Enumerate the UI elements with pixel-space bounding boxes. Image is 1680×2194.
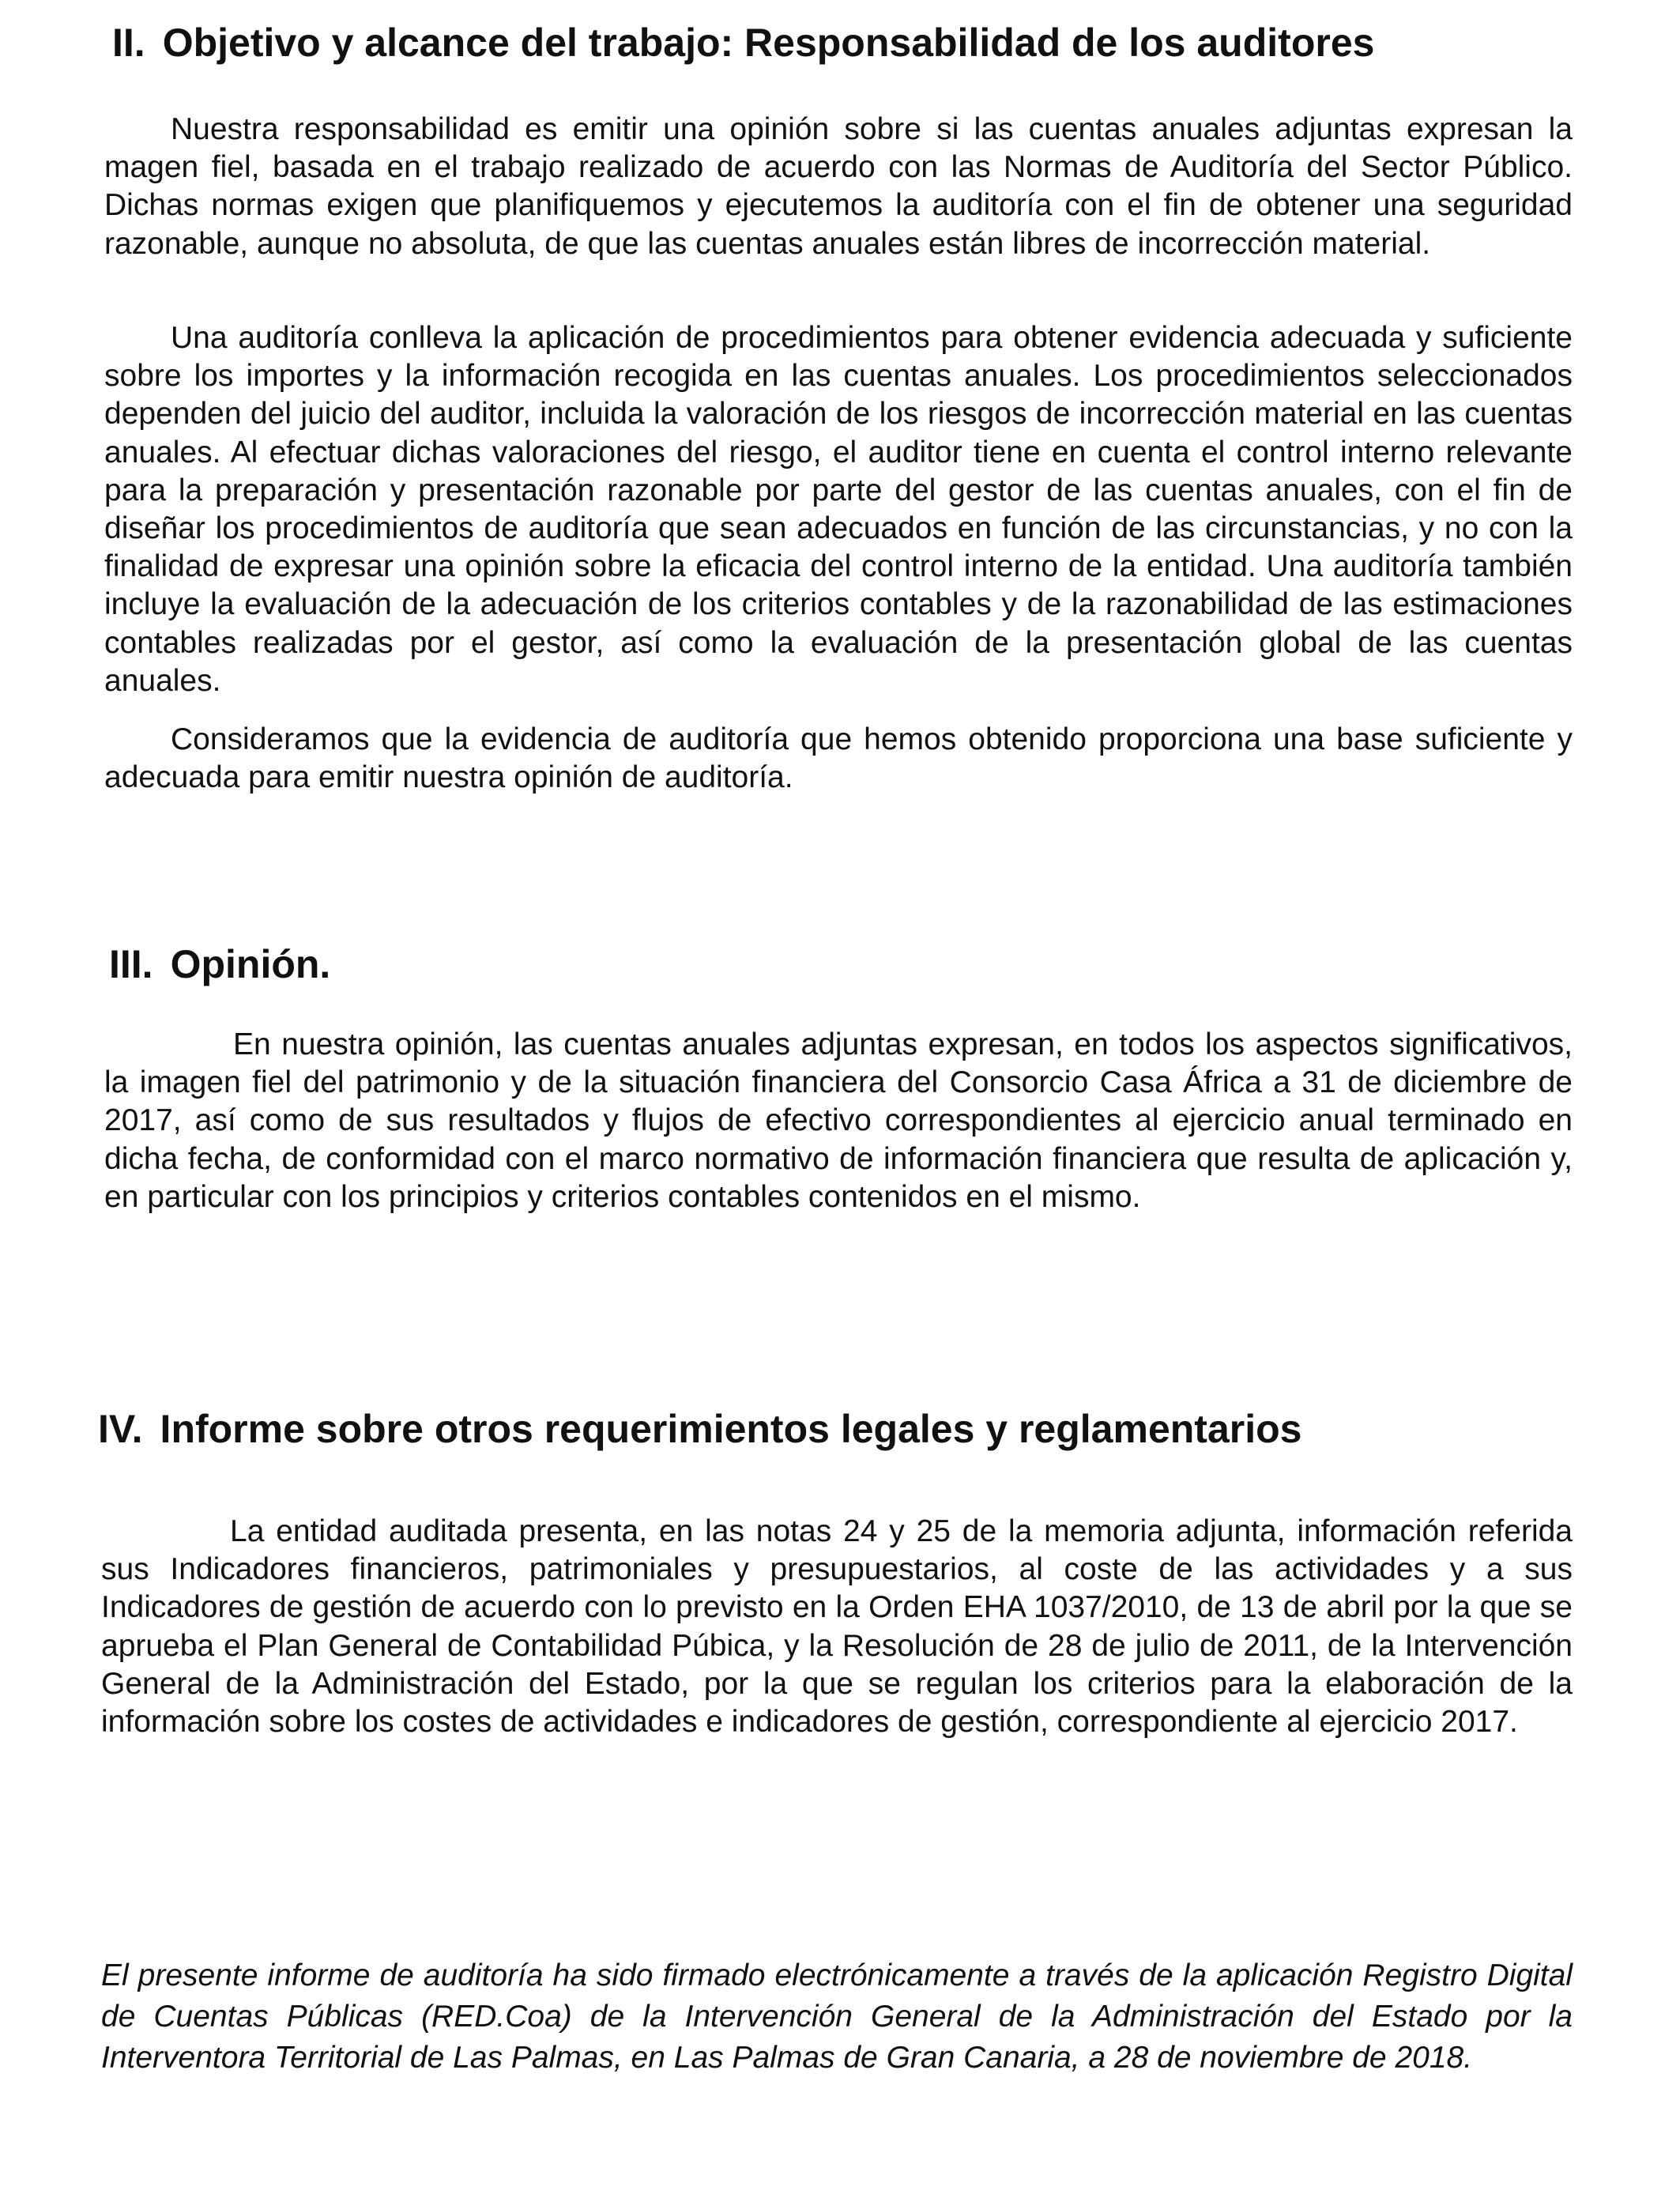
section-title: Informe sobre otros requerimientos legales y reglamentarios <box>160 1407 1302 1451</box>
paragraph-responsibility: Nuestra responsabilidad es emitir una opinión sobre si las cuentas anuales adjuntas expresan la magen fiel, basada en el trabajo realizado de acuerdo con las Normas de Auditoría del Sector Público. Dichas normas exigen que planifiquemos y ejecutemos la auditoría con el fin de obtener una seguridad razonable, aunque no absoluta, de que las cuentas anuales están libres de incorrección material. <box>104 112 1573 261</box>
section-number: IV. <box>98 1407 143 1451</box>
footer-signature-note: El presente informe de auditoría ha sido firmado electrónicamente a través de la aplicación Registro Digital de Cuentas Públicas (RED.Coa) de la Intervención General de la Administración del Estado por la Interventora Territorial de Las Palmas, en Las Palmas de Gran Canaria, a 28 de noviembre de 2018. <box>101 1958 1573 2075</box>
paragraph-audit-procedures: Una auditoría conlleva la aplicación de procedimientos para obtener evidencia adecuada y suficiente sobre los importes y la información recogida en las cuentas anuales. Los procedimientos seleccionados dependen del juicio del auditor, incluida la valoración de los riesgos de incorrección material en las cuentas anuales. Al efectuar dichas valoraciones del riesgo, el auditor tiene en cuenta el control interno relevante para la preparación y presentación razonable por parte del gestor de las cuentas anuales, con el fin de diseñar los procedimientos de auditoría que sean adecuados en función de las circunstancias, y no con la finalidad de expresar una opinión sobre la eficacia del control interno de la entidad. Una auditoría también incluye la evaluación de la adecuación de los criterios contables y de la razonabilidad de las estimaciones contables realizadas por el gestor, así como la evaluación de la presentación global de las cuentas anuales. <box>104 321 1573 698</box>
section-number: III. <box>109 942 153 986</box>
paragraph-opinion: En nuestra opinión, las cuentas anuales adjuntas expresan, en todos los aspectos significativos, la imagen fiel del patrimonio y de la situación financiera del Consorcio Casa África a 31 de diciembre de 2017, así como de sus resultados y flujos de efectivo correspondientes al ejercicio anual terminado en dicha fecha, de conformidad con el marco normativo de información financiera que resulta de aplicación y, en particular con los principios y criterios contables contenidos en el mismo. <box>104 1027 1573 1214</box>
section-number: II. <box>112 21 145 65</box>
paragraph-audit-evidence: Consideramos que la evidencia de auditoría que hemos obtenido proporciona una base suficiente y adecuada para emitir nuestra opinión de auditoría. <box>104 722 1573 795</box>
section-heading-iii <box>109 942 330 986</box>
section-heading-iv <box>98 1407 1301 1451</box>
section-title: Objetivo y alcance del trabajo: Responsabilidad de los auditores <box>162 21 1375 65</box>
section-heading-ii <box>112 21 1374 65</box>
paragraph-legal-requirements: La entidad auditada presenta, en las notas 24 y 25 de la memoria adjunta, información referida sus Indicadores financieros, patrimoniales y presupuestarios, al coste de las actividades y a sus Indicadores de gestión de acuerdo con lo previsto en la Orden EHA 1037/2010, de 13 de abril por la que se aprueba el Plan General de Contabilidad Púbica, y la Resolución de 28 de julio de 2011, de la Intervención General de la Administración del Estado, por la que se regulan los criterios para la elaboración de la información sobre los costes de actividades e indicadores de gestión, correspondiente al ejercicio 2017. <box>101 1514 1573 1740</box>
section-title: Opinión. <box>170 942 331 986</box>
